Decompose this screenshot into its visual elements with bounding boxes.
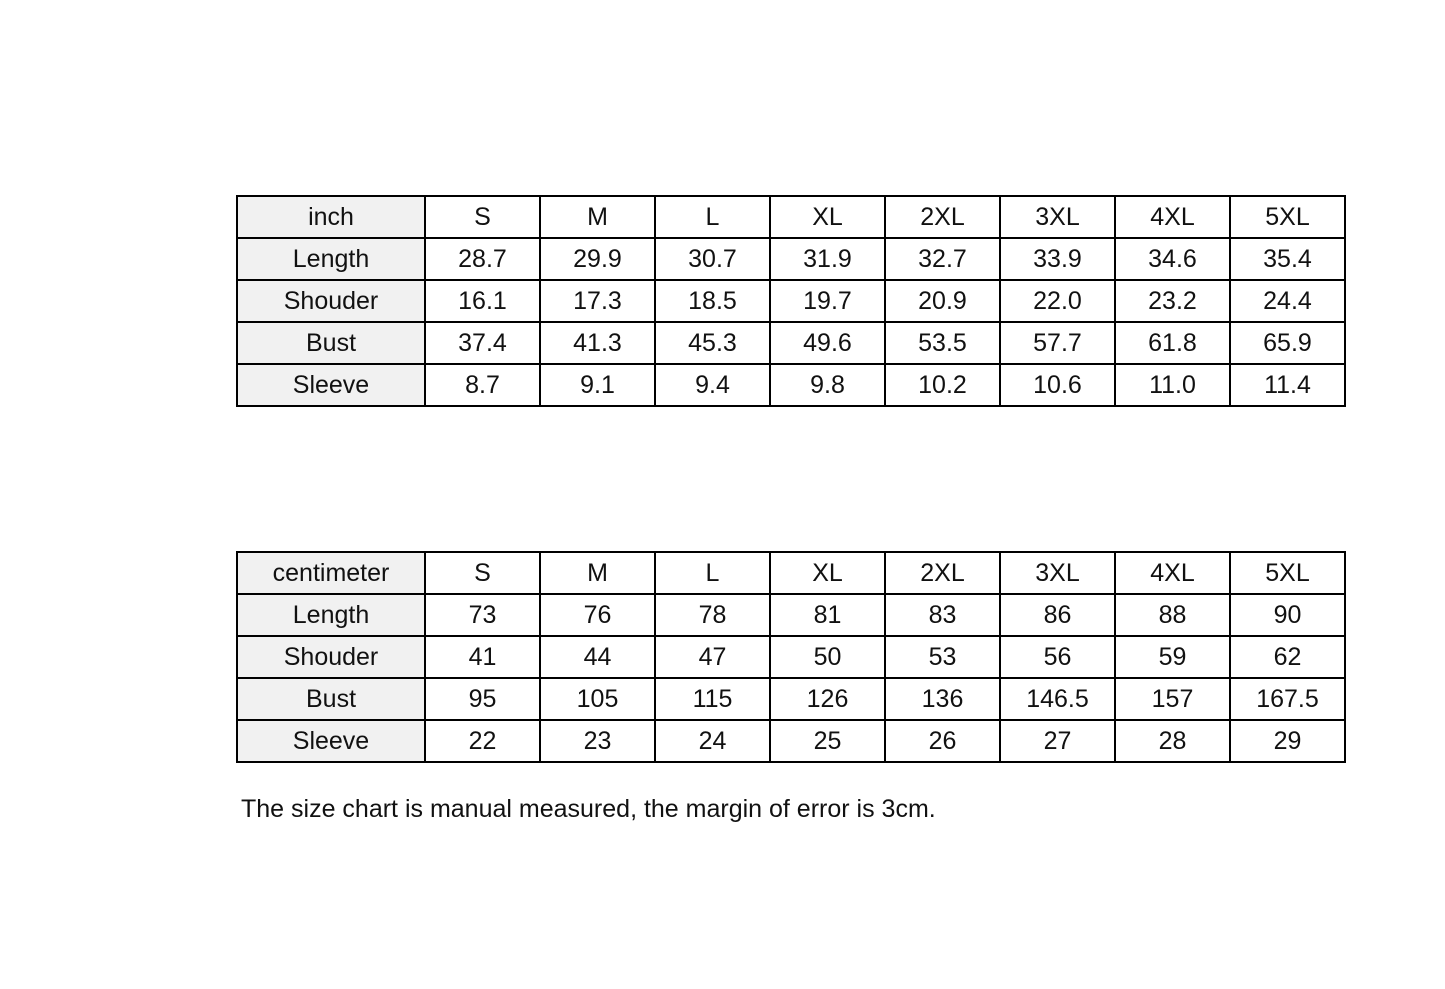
table-row [237, 238, 1345, 280]
table-row [237, 280, 1345, 322]
cell-length-l: 78 [655, 594, 770, 636]
cell-length-l: 30.7 [655, 238, 770, 280]
size-header-5xl: 5XL [1230, 196, 1345, 238]
table-row [237, 196, 1345, 238]
cell-bust-xl: 126 [770, 678, 885, 720]
table-row [237, 678, 1345, 720]
cell-length-5xl: 90 [1230, 594, 1345, 636]
cell-shouder-4xl: 59 [1115, 636, 1230, 678]
cell-bust-2xl: 136 [885, 678, 1000, 720]
size-header-4xl: 4XL [1115, 552, 1230, 594]
cell-bust-3xl: 146.5 [1000, 678, 1115, 720]
cell-length-5xl: 35.4 [1230, 238, 1345, 280]
cell-bust-s: 95 [425, 678, 540, 720]
table-row [237, 720, 1345, 762]
size-header-xl: XL [770, 552, 885, 594]
row-label-length: Length [237, 238, 425, 280]
cell-length-2xl: 83 [885, 594, 1000, 636]
size-table-inch-header [237, 196, 1345, 238]
cell-sleeve-s: 22 [425, 720, 540, 762]
cell-length-2xl: 32.7 [885, 238, 1000, 280]
cell-bust-s: 37.4 [425, 322, 540, 364]
row-label-shouder: Shouder [237, 280, 425, 322]
cell-sleeve-4xl: 28 [1115, 720, 1230, 762]
cell-length-m: 29.9 [540, 238, 655, 280]
cell-sleeve-s: 8.7 [425, 364, 540, 406]
cell-length-m: 76 [540, 594, 655, 636]
table-row [237, 552, 1345, 594]
cell-sleeve-2xl: 26 [885, 720, 1000, 762]
cell-sleeve-2xl: 10.2 [885, 364, 1000, 406]
row-label-length: Length [237, 594, 425, 636]
size-header-m: M [540, 196, 655, 238]
size-header-m: M [540, 552, 655, 594]
row-label-shouder: Shouder [237, 636, 425, 678]
cell-bust-3xl: 57.7 [1000, 322, 1115, 364]
size-header-l: L [655, 552, 770, 594]
size-header-4xl: 4XL [1115, 196, 1230, 238]
row-label-sleeve: Sleeve [237, 364, 425, 406]
table-row [237, 364, 1345, 406]
cell-length-s: 28.7 [425, 238, 540, 280]
cell-shouder-l: 18.5 [655, 280, 770, 322]
size-table-inch [236, 195, 1346, 407]
cell-length-s: 73 [425, 594, 540, 636]
cell-length-4xl: 88 [1115, 594, 1230, 636]
cell-bust-m: 105 [540, 678, 655, 720]
cell-shouder-xl: 19.7 [770, 280, 885, 322]
cell-shouder-2xl: 20.9 [885, 280, 1000, 322]
cell-shouder-s: 41 [425, 636, 540, 678]
size-table-inch-body [237, 238, 1345, 406]
cell-length-xl: 31.9 [770, 238, 885, 280]
cell-sleeve-l: 24 [655, 720, 770, 762]
cell-length-3xl: 33.9 [1000, 238, 1115, 280]
cell-bust-m: 41.3 [540, 322, 655, 364]
unit-header-inch: inch [237, 196, 425, 238]
cell-shouder-s: 16.1 [425, 280, 540, 322]
cell-shouder-5xl: 62 [1230, 636, 1345, 678]
row-label-sleeve: Sleeve [237, 720, 425, 762]
cell-shouder-m: 17.3 [540, 280, 655, 322]
size-table-centimeter-body [237, 594, 1345, 762]
cell-shouder-3xl: 22.0 [1000, 280, 1115, 322]
cell-shouder-3xl: 56 [1000, 636, 1115, 678]
measurement-note: The size chart is manual measured, the margin of error is 3cm. [241, 795, 936, 823]
cell-shouder-2xl: 53 [885, 636, 1000, 678]
size-header-2xl: 2XL [885, 196, 1000, 238]
cell-sleeve-3xl: 27 [1000, 720, 1115, 762]
cell-sleeve-5xl: 11.4 [1230, 364, 1345, 406]
cell-sleeve-4xl: 11.0 [1115, 364, 1230, 406]
cell-sleeve-5xl: 29 [1230, 720, 1345, 762]
cell-sleeve-m: 23 [540, 720, 655, 762]
cell-shouder-l: 47 [655, 636, 770, 678]
size-header-3xl: 3XL [1000, 196, 1115, 238]
cell-bust-5xl: 65.9 [1230, 322, 1345, 364]
size-header-s: S [425, 196, 540, 238]
cell-shouder-m: 44 [540, 636, 655, 678]
size-table-centimeter-header [237, 552, 1345, 594]
size-header-5xl: 5XL [1230, 552, 1345, 594]
size-header-l: L [655, 196, 770, 238]
table-row [237, 322, 1345, 364]
cell-sleeve-xl: 25 [770, 720, 885, 762]
unit-header-centimeter: centimeter [237, 552, 425, 594]
cell-bust-5xl: 167.5 [1230, 678, 1345, 720]
size-header-xl: XL [770, 196, 885, 238]
cell-bust-xl: 49.6 [770, 322, 885, 364]
size-header-3xl: 3XL [1000, 552, 1115, 594]
cell-sleeve-m: 9.1 [540, 364, 655, 406]
cell-bust-4xl: 61.8 [1115, 322, 1230, 364]
cell-bust-l: 45.3 [655, 322, 770, 364]
row-label-bust: Bust [237, 322, 425, 364]
cell-shouder-4xl: 23.2 [1115, 280, 1230, 322]
cell-shouder-5xl: 24.4 [1230, 280, 1345, 322]
cell-sleeve-xl: 9.8 [770, 364, 885, 406]
size-table-centimeter [236, 551, 1346, 763]
size-header-2xl: 2XL [885, 552, 1000, 594]
cell-length-3xl: 86 [1000, 594, 1115, 636]
cell-bust-l: 115 [655, 678, 770, 720]
table-row [237, 636, 1345, 678]
cell-bust-4xl: 157 [1115, 678, 1230, 720]
cell-length-xl: 81 [770, 594, 885, 636]
cell-sleeve-3xl: 10.6 [1000, 364, 1115, 406]
cell-bust-2xl: 53.5 [885, 322, 1000, 364]
cell-sleeve-l: 9.4 [655, 364, 770, 406]
row-label-bust: Bust [237, 678, 425, 720]
table-row [237, 594, 1345, 636]
cell-length-4xl: 34.6 [1115, 238, 1230, 280]
cell-shouder-xl: 50 [770, 636, 885, 678]
size-header-s: S [425, 552, 540, 594]
